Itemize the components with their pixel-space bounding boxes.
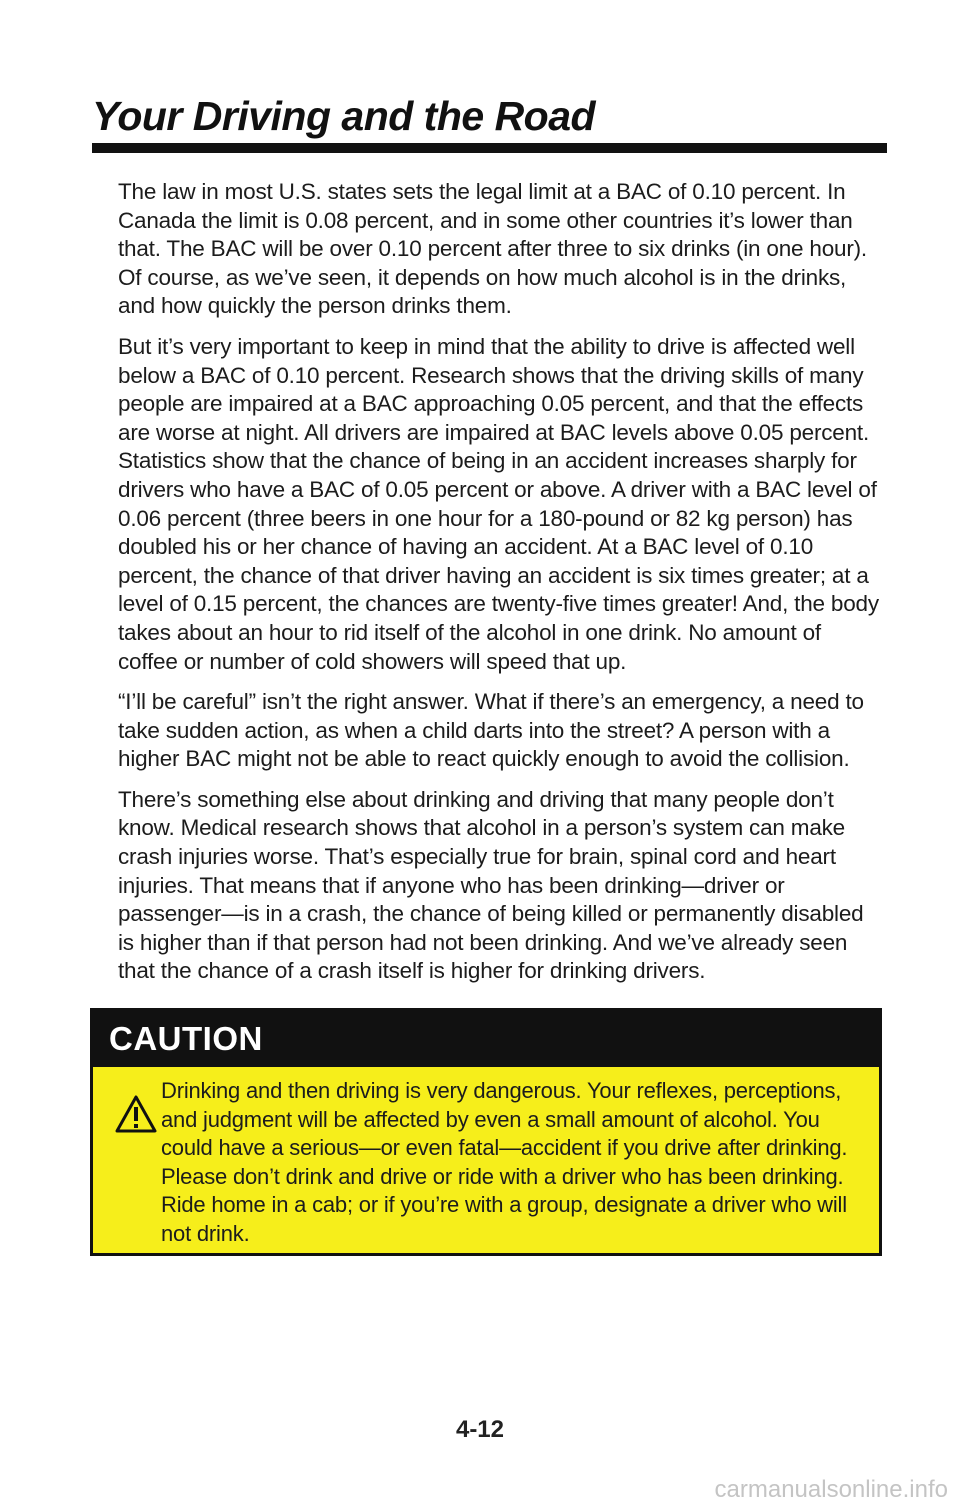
header-rule — [92, 143, 887, 153]
paragraph-injuries: There’s something else about drinking and driving that many people don’t know. Medical research shows that alcohol in a person’s system can make crash injuries worse. That’s especially true for brain, spinal cord and heart injuries. That means that if anyone who has been drinking—driver or passenger—is in a crash, the chance of being killed or permanently disabled is higher than if that person had not been drinking. And we’ve already seen that the chance of a crash itself is higher for drinking drivers. — [118, 786, 864, 984]
body-text — [118, 178, 883, 998]
paragraph-impairment: But it’s very important to keep in mind that the ability to drive is affected well below a BAC of 0.10 percent. Research shows that the driving skills of many people are impaired at a BAC approaching 0.05 percent, and that the effects are worse at night. All drivers are impaired at BAC levels above 0.05 percent. Statistics show that the chance of being in an accident increases sharply for drivers who have a BAC of 0.05 percent or above. A driver with a BAC level of 0.06 percent (three beers in one hour for a 180-pound or 82 kg person) has doubled his or her chance of having an accident. At a BAC level of 0.10 percent, the chance of that driver having an accident is six times greater; at a level of 0.15 percent, the chances are twenty-five times greater! And, the body takes about an hour to rid itself of the alcohol in one drink. No amount of coffee or number of cold showers will speed that up. — [118, 333, 879, 674]
paragraph-careful: “I’ll be careful” isn’t the right answer. What if there’s an emergency, a need to take sudden action, as when a child darts into the street? A person with a higher BAC might not be able to react quickly enough to avoid the collision. — [118, 689, 864, 772]
paragraph-legal-limit: The law in most U.S. states sets the legal limit at a BAC of 0.10 percent. In Canada the limit is 0.08 percent, and in some other countries it’s lower than that. The BAC will be over 0.10 percent after three to six drinks (in one hour). Of course, as we’ve seen, it depends on how much alcohol is in the drinks, and how quickly the person drinks them. — [118, 179, 867, 319]
caution-label: CAUTION — [93, 1011, 879, 1067]
caution-text: Drinking and then driving is very dangerous. Your reflexes, perceptions, and judgment will be affected by even a small amount of alcohol. You could have a serious—or even fatal—accident if you drive after drinking. Please don’t drink and drive or ride with a driver who has been drinking. Ride home in a cab; or if you’re with a group, designate a driver who will not drink. — [161, 1078, 848, 1246]
page-number: 4-12 — [455, 1416, 505, 1443]
caution-box — [90, 1008, 882, 1256]
watermark: carmanualsonline.info — [714, 1476, 948, 1503]
page-title: Your Driving and the Road — [92, 93, 596, 139]
warning-triangle-icon — [115, 1095, 157, 1133]
